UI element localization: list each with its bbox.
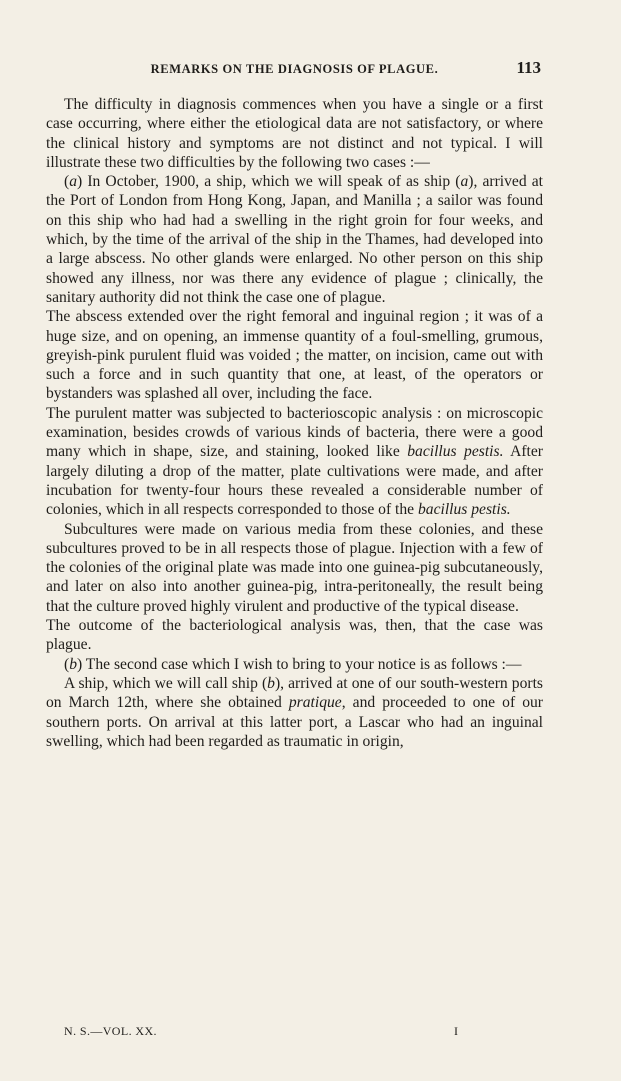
text-run: The outcome of the bacteriological analysis was, then, that the case was plague. bbox=[46, 617, 543, 654]
text-run: ) The second case which I wish to bring to your notice is as follows :— bbox=[77, 655, 522, 673]
running-head bbox=[46, 58, 543, 80]
text-run: A ship, which we will call ship ( bbox=[64, 674, 268, 692]
italic-text: bacillus pestis. bbox=[417, 501, 511, 519]
text-run: The abscess extended over the right femoral and inguinal region ; it was of a huge size, and on opening, an immense quantity of a foul-smelling, grumous, greyish-pink purulent fluid was voided ; the matter, on incision, came out with such a force and in such quantity that one, at least, of the operators or bystanders was splashed all over, including the face. bbox=[46, 308, 543, 403]
text-run: ) In October, 1900, a ship, which we will speak of as ship ( bbox=[77, 173, 461, 191]
paragraph bbox=[46, 95, 543, 172]
text-run: ( bbox=[64, 173, 70, 191]
text-run: After largely diluting a drop of the matter, plate cultivations were made, and after incubation for twenty-four hours these revealed a considerable number of colonies, which in all respects corresponded to those of the bbox=[46, 443, 543, 519]
italic-text: b bbox=[267, 674, 275, 692]
italic-text: a bbox=[460, 173, 469, 191]
paragraph bbox=[46, 616, 543, 655]
paragraph bbox=[46, 655, 543, 674]
italic-text: b bbox=[69, 655, 77, 673]
italic-text: pratique bbox=[288, 694, 342, 712]
page-number: 113 bbox=[516, 58, 541, 77]
running-title: REMARKS ON THE DIAGNOSIS OF PLAGUE. bbox=[150, 62, 439, 76]
text-run: ), arrived at one of our south-western ports on March 12th, where she obtained bbox=[46, 674, 543, 712]
volume-signature: N. S.—VOL. XX. bbox=[64, 1024, 157, 1038]
page-footer bbox=[64, 1024, 464, 1042]
text-run: ), arrived at the Port of London from Hong Kong, Japan, and Manilla ; a sailor was found on this ship who had had a swelling in the right groin for four weeks, and which, by the time of the arrival of the ship in the Thames, had developed into a large abscess. No other glands were enlarged. No other person on this ship showed any illness, nor was there any evidence of plague ; clinically, the sanitary authority did not think the case one of plague. bbox=[46, 173, 544, 306]
text-run: Subcultures were made on various media from these colonies, and these subcultures proved to be in all respects those of plague. Injection with a few of the colonies of the original plate was made into one guinea-pig subcutaneously, and later on also into another guinea-pig, intra-peritoneally, the result being that the culture proved highly virulent and productive of the typical disease. bbox=[46, 520, 543, 615]
body-text bbox=[46, 95, 543, 751]
paragraph bbox=[46, 520, 543, 616]
italic-text: a bbox=[69, 173, 77, 191]
text-run: , and proceeded to one of our southern ports. On arrival at this latter port, a Lascar who had an inguinal swelling, which had been regarded as traumatic in origin, bbox=[46, 694, 543, 750]
text-run: The purulent matter was subjected to bacterioscopic analysis : on microscopic examination, besides crowds of various kinds of bacteria, there were a good many which in shape, size, and staining, looked like bbox=[46, 404, 543, 461]
text-run: The difficulty in diagnosis commences when you have a single or a first case occurring, where either the etiological data are not satisfactory, or where the clinical history and symptoms are not distinct and not typical. I will illustrate these two difficulties by the following two cases :— bbox=[46, 96, 543, 171]
paragraph bbox=[46, 404, 543, 520]
paragraph bbox=[46, 674, 543, 751]
italic-text: bacillus pestis. bbox=[407, 443, 504, 461]
paragraph bbox=[46, 172, 543, 307]
paragraph bbox=[46, 307, 543, 403]
text-run: ( bbox=[64, 655, 70, 673]
sheet-signature-mark: I bbox=[454, 1024, 459, 1038]
